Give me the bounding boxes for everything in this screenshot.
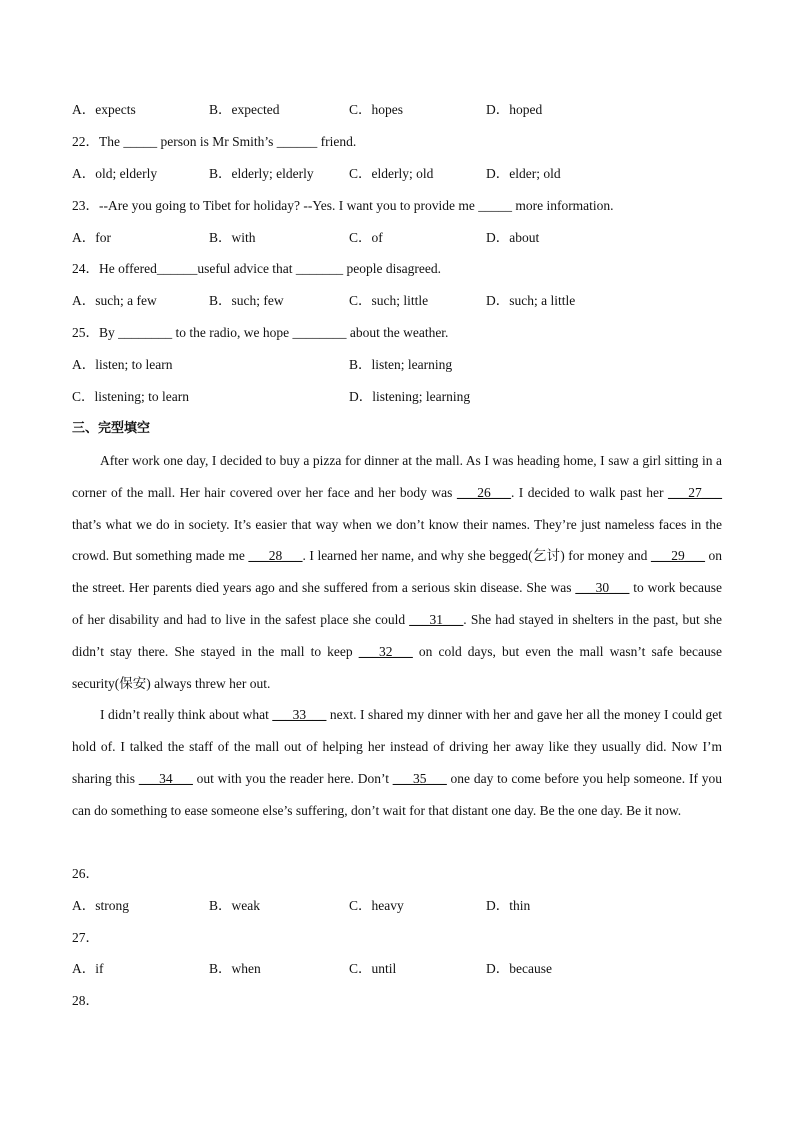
q22-option-c: C．elderly; old [349,166,434,181]
blank-31: ___31___ [409,611,464,627]
q25-option-a: A．listen; to learn [72,357,173,372]
q26-number: 26． [72,866,99,881]
blank-27: ___27___ [668,484,723,500]
q23-stem: 23．--Are you going to Tibet for holiday? --Yes. I want you to provide me _____ more information. [72,198,614,213]
passage-text: . She had stayed in shelters in the past, but she didn’t stay there. She stayed in the mall to keep [72,611,722,659]
section-title: 三、完型填空 [72,421,151,436]
q25-option-b: B．listen; learning [349,357,453,372]
q26-option-c: C．heavy [349,898,404,913]
q25-option-c: C．listening; to learn [72,389,189,404]
passage-text: . I learned her name, and why she begged(乞讨) for money and [302,548,651,564]
passage-text: After work one day, I decided to buy a pizza for dinner at the mall. As I was heading home, I saw a girl sitting in a corner of the mall. Her hair covered over her face and her body was [72,453,722,500]
q24-stem: 24．He offered______useful advice that _______ people disagreed. [72,261,442,276]
q24-option-a: A．such; a few [72,293,157,308]
q24-option-d: D．such; a little [486,293,576,308]
q21-option-c: C．hopes [349,102,403,117]
passage-paragraph-1 [72,445,722,699]
q27-number: 27． [72,930,99,945]
q26-option-b: B．weak [209,898,260,913]
q27-option-c: C．until [349,961,397,976]
passage-text: . I decided to walk past her [510,484,669,500]
q27-option-a: A．if [72,961,104,976]
blank-30: ___30___ [575,580,630,596]
q22-option-d: D．elder; old [486,166,561,181]
q26-option-a: A．strong [72,898,129,913]
passage-text: I didn’t really think about what [100,707,273,723]
blank-34: ___34___ [138,770,193,786]
q22-option-a: A．old; elderly [72,166,158,181]
cloze-passage [72,445,722,827]
passage-text: next. I shared my dinner with her and gave her all the money I could get hold of. I talked the staff of the mall out of helping her instead of driving her away like they usually did. Now I’m sharing this [72,707,723,786]
q27-option-b: B．when [209,961,261,976]
q24-option-b: B．such; few [209,293,284,308]
passage-text: out with you the reader here. Don’t [192,770,393,786]
blank-32: ___32___ [358,643,413,659]
q22-stem: 22．The _____ person is Mr Smith’s ______ friend. [72,134,357,149]
passage-text: on cold days, but even the mall wasn’t safe because security(保安) always threw her out. [72,643,722,691]
blank-26: ___26___ [456,484,511,500]
q24-option-c: C．such; little [349,293,429,308]
q21-option-a: A．expects [72,102,136,117]
q21-option-d: D．hoped [486,102,543,117]
passage-text: that’s what we do in society. It’s easier that way when we don’t know their names. They’re just nameless faces in the crowd. But something made me [72,516,722,564]
q23-option-a: A．for [72,230,111,245]
q25-option-d: D．listening; learning [349,389,471,404]
passage-text: to work because of her disability and had to live in the safest place she could [72,580,722,627]
blank-35: ___35___ [392,770,447,786]
passage-text: on the street. Her parents died years ago and she suffered from a serious skin disease. She was [72,548,723,596]
q21-option-b: B．expected [209,102,280,117]
q28-number: 28． [72,993,99,1008]
q23-option-d: D．about [486,230,540,245]
blank-28: ___28___ [248,548,303,564]
blank-33: ___33___ [272,707,327,723]
passage-paragraph-2 [72,699,722,826]
q23-option-b: B．with [209,230,256,245]
q26-option-d: D．thin [486,898,531,913]
q23-option-c: C．of [349,230,383,245]
blank-29: ___29___ [650,548,705,564]
q25-stem: 25．By ________ to the radio, we hope ________ about the weather. [72,325,449,340]
q27-option-d: D．because [486,961,552,976]
passage-text: one day to come before you help someone. If you can do something to ease someone else’s suffering, don’t wait for that distant one day. Be the one day. Be it now. [72,770,722,818]
q22-option-b: B．elderly; elderly [209,166,314,181]
